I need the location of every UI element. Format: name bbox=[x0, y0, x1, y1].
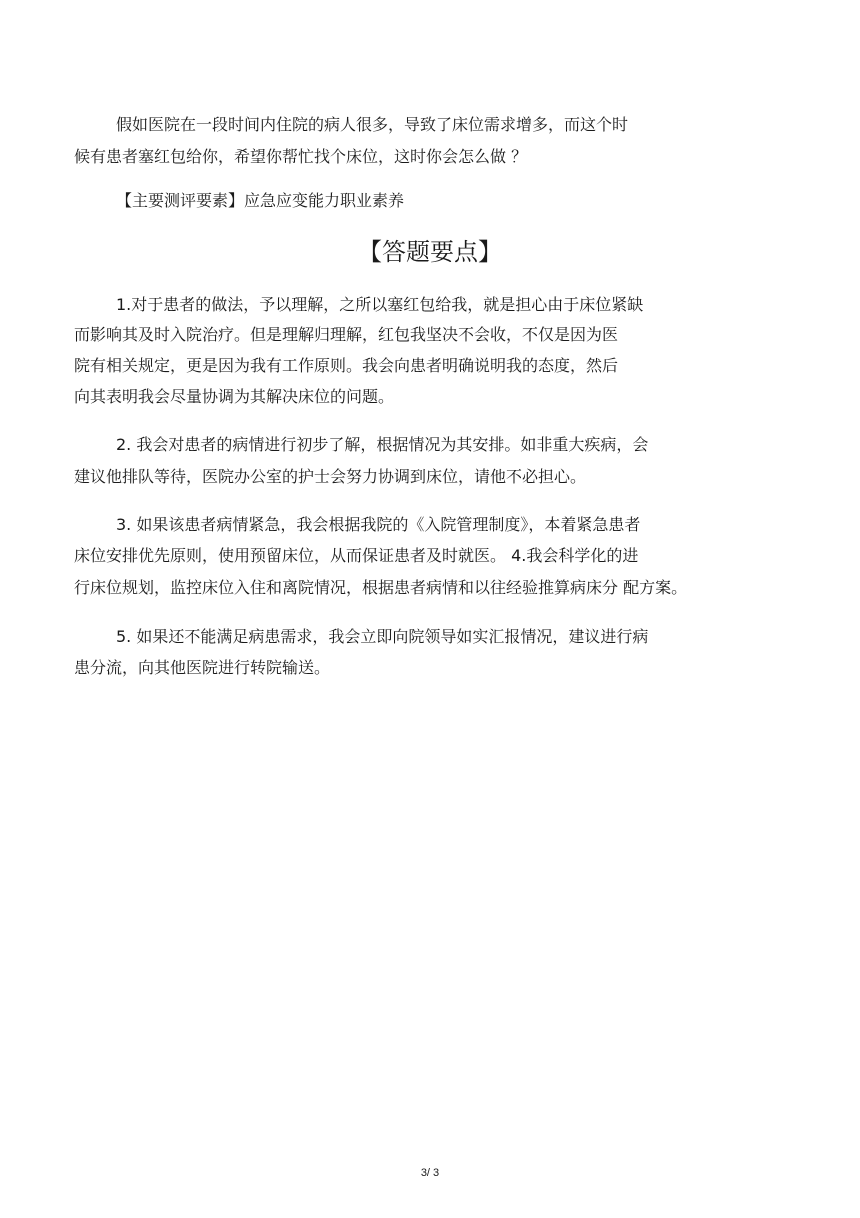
point-1-line-1: 1.对于患者的做法，予以理解，之所以塞红包给我，就是担心由于床位紧缺 bbox=[116, 295, 644, 314]
point-3-line-1: 3. 如果该患者病情紧急，我会根据我院的《入院管理制度》，本着紧急患者 bbox=[116, 515, 641, 534]
evaluation-factors: 【主要测评要素】应急应变能力职业素养 bbox=[116, 191, 405, 210]
page-number: 3/ 3 bbox=[420, 1167, 440, 1179]
point-1-line-3: 院有相关规定，更是因为我有工作原则。我会向患者明确说明我的态度，然后 bbox=[74, 356, 619, 375]
point-3-line-2: 床位安排优先原则，使用预留床位，从而保证患者及时就医。 4.我会科学化的进 bbox=[74, 546, 639, 565]
point-1-line-4: 向其表明我会尽量协调为其解决床位的问题。 bbox=[74, 387, 395, 406]
answer-heading: 【答题要点】 bbox=[358, 238, 502, 266]
point-2-line-2: 建议他排队等待，医院办公室的护士会努力协调到床位，请他不必担心。 bbox=[74, 467, 587, 486]
point-3-line-3: 行床位规划，监控床位入住和离院情况，根据患者病情和以往经验推算病床分 配方案。 bbox=[74, 578, 688, 597]
question-line-2: 候有患者塞红包给你，希望你帮忙找个床位，这时你会怎么做 ？ bbox=[74, 147, 528, 166]
point-1-line-2: 而影响其及时入院治疗。但是理解归理解，红包我坚决不会收，不仅是因为医 bbox=[74, 325, 619, 344]
question-line-1: 假如医院在一段时间内住院的病人很多，导致了床位需求增多，而这个时 bbox=[116, 115, 629, 134]
point-5-line-2: 患分流，向其他医院进行转院输送。 bbox=[74, 658, 331, 677]
point-5-line-1: 5. 如果还不能满足病患需求，我会立即向院领导如实汇报情况，建议进行病 bbox=[116, 627, 649, 646]
point-2-line-1: 2. 我会对患者的病情进行初步了解，根据情况为其安排。如非重大疾病，会 bbox=[116, 435, 649, 454]
